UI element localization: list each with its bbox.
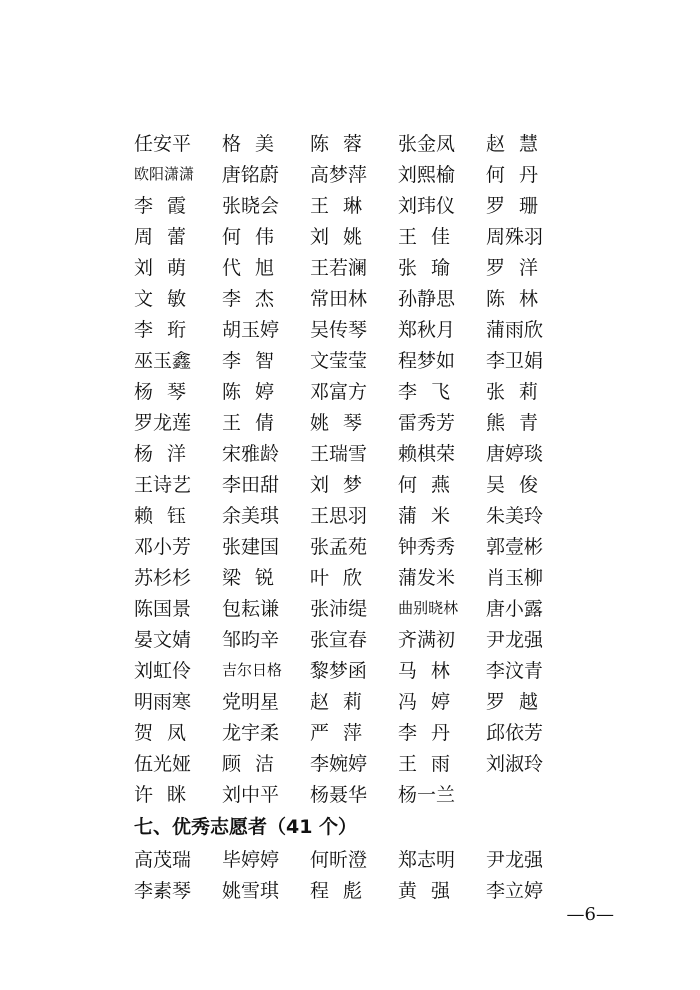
- person-name: 高梦萍: [309, 164, 367, 186]
- person-name: 刘中平: [222, 784, 280, 806]
- person-name: 伍光娅: [134, 753, 192, 775]
- person-name: 张建国: [222, 536, 280, 558]
- name-row: [134, 127, 574, 158]
- person-name: 李霞: [134, 195, 186, 217]
- person-name: 赵慧: [486, 133, 538, 155]
- name-row: [134, 592, 574, 623]
- name-row: [134, 375, 574, 406]
- person-name: 马林: [397, 660, 450, 682]
- name-row: [134, 344, 574, 375]
- person-name: 杨洋: [134, 443, 186, 465]
- name-row: [134, 716, 574, 747]
- person-name: 李田甜: [222, 474, 280, 496]
- person-name: 程彪: [310, 880, 362, 902]
- person-name: 李飞: [398, 381, 450, 403]
- person-name: 邓小芳: [134, 536, 192, 558]
- person-name: 晏文婧: [134, 629, 192, 651]
- name-row: [134, 437, 574, 468]
- person-name: 邓富方: [310, 381, 368, 403]
- person-name: 李婉婷: [310, 753, 368, 775]
- person-name: 齐满初: [398, 629, 456, 651]
- person-name: 王诗艺: [134, 474, 192, 496]
- person-name: 文敏: [134, 288, 186, 310]
- person-name: 罗洋: [486, 257, 538, 279]
- person-name: 曲别晓林: [398, 599, 459, 617]
- name-row: [134, 158, 574, 189]
- name-row: [134, 778, 574, 809]
- person-name: 叶欣: [310, 567, 362, 589]
- person-name: 余美琪: [222, 505, 280, 527]
- person-name: 熊青: [486, 412, 538, 434]
- person-name: 蒲米: [398, 505, 450, 527]
- name-row: [134, 561, 574, 592]
- person-name: 党明星: [222, 691, 280, 713]
- person-name: 罗珊: [486, 195, 538, 217]
- person-name: 宋雅龄: [222, 443, 280, 465]
- name-row: [134, 406, 574, 437]
- person-name: 蒲雨欣: [486, 319, 544, 341]
- person-name: 刘梦: [310, 474, 362, 496]
- person-name: 冯婷: [398, 691, 450, 713]
- person-name: 赵莉: [310, 691, 362, 713]
- person-name: 张孟苑: [310, 536, 368, 558]
- names-list-section-seven: [134, 843, 574, 905]
- name-row: [134, 874, 574, 905]
- person-name: 文莹莹: [310, 350, 368, 372]
- person-name: 唐婷琰: [486, 443, 544, 465]
- person-name: 姚雪琪: [222, 880, 280, 902]
- person-name: 高茂瑞: [134, 849, 192, 871]
- person-name: 周殊羽: [486, 226, 544, 248]
- person-name: 吴传琴: [310, 319, 368, 341]
- person-name: 王思羽: [310, 505, 368, 527]
- person-name: 格美: [222, 133, 274, 155]
- person-name: 钟秀秀: [398, 536, 456, 558]
- name-row: [134, 685, 574, 716]
- person-name: 王若澜: [310, 257, 368, 279]
- person-name: 陈林: [486, 288, 538, 310]
- name-row: [134, 313, 574, 344]
- person-name: 蒲发米: [398, 567, 456, 589]
- person-name: 包耘谦: [222, 598, 280, 620]
- person-name: 任安平: [134, 133, 192, 155]
- person-name: 朱美玲: [486, 505, 544, 527]
- person-name: 李素琴: [134, 880, 192, 902]
- person-name: 张莉: [486, 381, 538, 403]
- person-name: 欧阳潇潇: [134, 165, 195, 183]
- person-name: 周蕾: [134, 226, 186, 248]
- person-name: 许眯: [134, 784, 186, 806]
- person-name: 郑秋月: [398, 319, 456, 341]
- person-name: 梁锐: [222, 567, 274, 589]
- person-name: 李卫娟: [486, 350, 544, 372]
- person-name: 何丹: [485, 164, 538, 186]
- person-name: 张金凤: [398, 133, 456, 155]
- name-row: [134, 530, 574, 561]
- person-name: 程梦如: [398, 350, 456, 372]
- name-row: [134, 468, 574, 499]
- person-name: 赖棋荣: [398, 443, 456, 465]
- person-name: 明雨寒: [134, 691, 192, 713]
- name-row: [134, 499, 574, 530]
- person-name: 何昕澄: [310, 849, 368, 871]
- person-name: 张晓会: [222, 195, 280, 217]
- person-name: 罗越: [486, 691, 538, 713]
- person-name: 赖钰: [134, 505, 186, 527]
- person-name: 孙静思: [398, 288, 456, 310]
- person-name: 李珩: [134, 319, 186, 341]
- person-name: 龙宇柔: [222, 722, 280, 744]
- name-row: [134, 843, 574, 874]
- person-name: 常田林: [310, 288, 368, 310]
- name-row: [134, 251, 574, 282]
- person-name: 顾洁: [222, 753, 274, 775]
- person-name: 刘萌: [134, 257, 186, 279]
- person-name: 王倩: [222, 412, 274, 434]
- person-name: 肖玉柳: [486, 567, 544, 589]
- person-name: 陈婷: [222, 381, 274, 403]
- person-name: 黄强: [398, 880, 450, 902]
- person-name: 李汶青: [485, 660, 543, 682]
- person-name: 巫玉鑫: [134, 350, 192, 372]
- person-name: 李丹: [398, 722, 450, 744]
- person-name: 刘淑玲: [486, 753, 544, 775]
- person-name: 何燕: [398, 474, 450, 496]
- person-name: 贺凤: [134, 722, 186, 744]
- person-name: 郑志明: [398, 849, 456, 871]
- person-name: 张瑜: [398, 257, 450, 279]
- person-name: 李立婷: [486, 880, 544, 902]
- person-name: 李智: [222, 350, 274, 372]
- name-row: [134, 189, 574, 220]
- person-name: 何伟: [222, 226, 274, 248]
- person-name: 陈蓉: [310, 133, 362, 155]
- person-name: 刘虹伶: [134, 660, 192, 682]
- name-row: [134, 747, 574, 778]
- person-name: 罗龙莲: [134, 412, 192, 434]
- person-name: 王佳: [398, 226, 450, 248]
- person-name: 王雨: [398, 753, 450, 775]
- person-name: 刘姚: [310, 226, 362, 248]
- person-name: 王瑞雪: [310, 443, 368, 465]
- person-name: 刘熙榆: [397, 164, 455, 186]
- person-name: 严萍: [310, 722, 362, 744]
- person-name: 刘玮仪: [398, 195, 456, 217]
- person-name: 杨琴: [134, 381, 186, 403]
- person-name: 邹昀辛: [222, 629, 280, 651]
- section-heading: 七、优秀志愿者（41 个）: [134, 816, 358, 838]
- person-name: 尹龙强: [486, 629, 544, 651]
- person-name: 吴俊: [486, 474, 538, 496]
- person-name: 张宣春: [310, 629, 368, 651]
- person-name: 王琳: [310, 195, 362, 217]
- person-name: 郭壹彬: [486, 536, 544, 558]
- person-name: 尹龙强: [486, 849, 544, 871]
- person-name: 代旭: [222, 257, 274, 279]
- name-row: [134, 220, 574, 251]
- person-name: 雷秀芳: [398, 412, 456, 434]
- name-row: [134, 654, 574, 685]
- person-name: 唐小露: [485, 598, 543, 620]
- person-name: 吉尔日格: [222, 661, 283, 679]
- page-number: —6—: [566, 904, 614, 925]
- person-name: 杨聂华: [310, 784, 368, 806]
- name-row: [134, 282, 574, 313]
- person-name: 陈国景: [134, 598, 192, 620]
- person-name: 杨一兰: [398, 784, 456, 806]
- person-name: 邱依芳: [486, 722, 544, 744]
- person-name: 胡玉婷: [222, 319, 280, 341]
- name-row: [134, 623, 574, 654]
- person-name: 姚琴: [310, 412, 362, 434]
- person-name: 唐铭蔚: [221, 164, 279, 186]
- person-name: 黎梦函: [309, 660, 367, 682]
- names-list-section-six: [134, 127, 574, 809]
- person-name: 张沛缇: [310, 598, 368, 620]
- person-name: 李杰: [222, 288, 274, 310]
- person-name: 苏杉杉: [134, 567, 192, 589]
- person-name: 毕婷婷: [222, 849, 280, 871]
